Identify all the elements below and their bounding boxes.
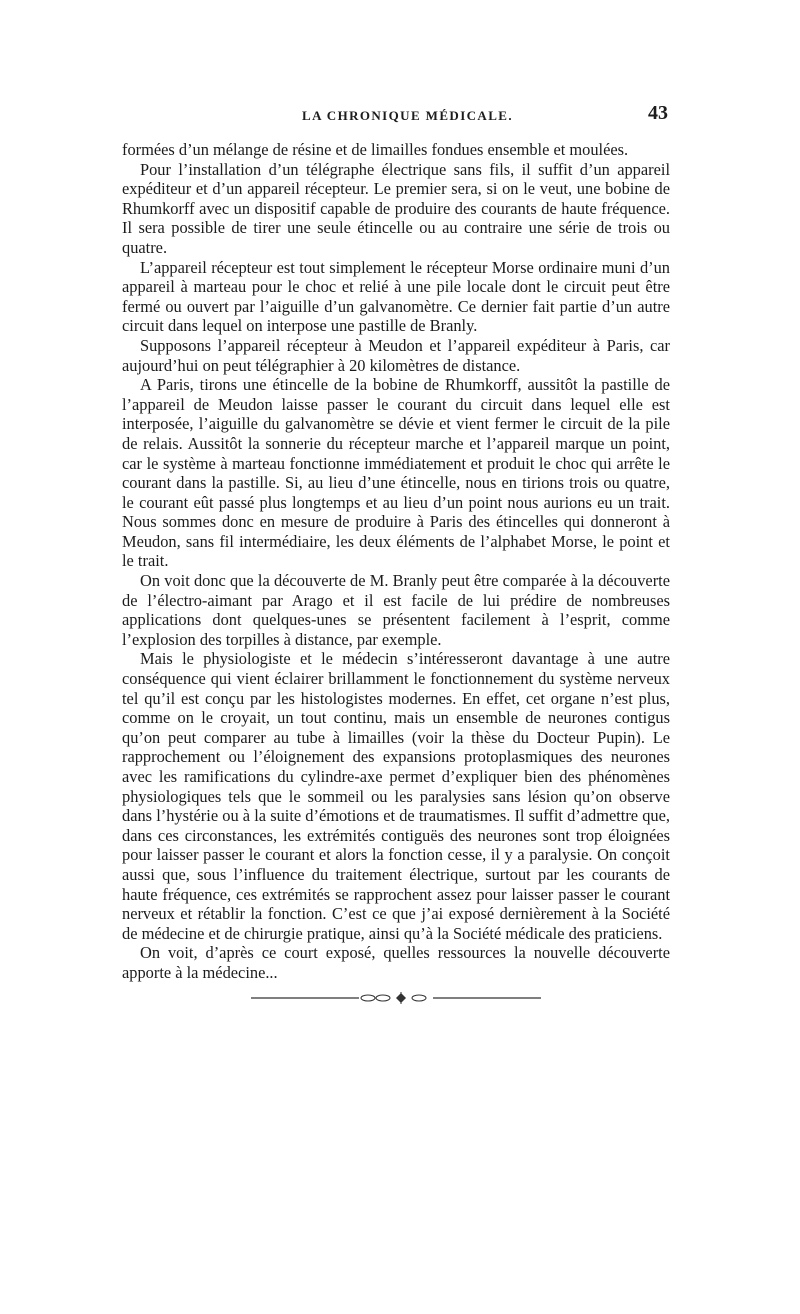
article-body — [122, 140, 670, 983]
page-number: 43 — [648, 102, 668, 124]
document-page — [122, 100, 670, 1005]
running-title: LA CHRONIQUE MÉDICALE. — [302, 108, 514, 123]
paragraph: L’appareil récepteur est tout simplement le récepteur Morse ordinaire muni d’un appareil à marteau pour le choc et relié à une pile locale dont le circuit peut être fermé ou ouvert par l’aiguille d’un galvanomètre. Ce dernier fait partie d’un autre circuit dans lequel on interpose une pastille de Branly. — [122, 257, 670, 336]
paragraph: A Paris, tirons une étincelle de la bobine de Rhumkorff, aussitôt la pastille de l’appareil de Meudon laisse passer le courant du circuit dans lequel elle est interposée, l’aiguille du galvanomètre se dévie et vient fermer le circuit de la pile de relais. Aussitôt la sonnerie du récepteur marche et l’appareil marque un point, car le système à marteau fonctionne immédiatement et produit le choc qui arrête le courant dans la pastille. Si, au lieu d’une étincelle, nous en tirions trois ou quatre, le courant eût passé plus longtemps et au lieu d’un point nous aurions eu un trait. Nous sommes donc en mesure de produire à Paris des étincelles qui donneront à Meudon, sans fil intermédiaire, les deux éléments de l’alphabet Morse, le point et le trait. — [122, 375, 670, 571]
running-header — [122, 100, 670, 140]
paragraph: Supposons l’appareil récepteur à Meudon et l’appareil expéditeur à Paris, car aujourd’hui on peut télégraphier à 20 kilomètres de distance. — [122, 335, 670, 375]
paragraph: Pour l’installation d’un télégraphe électrique sans fils, il suffit d’un appareil expéditeur et d’un appareil récepteur. Le premier sera, si on le veut, une bobine de Rhumkorff avec un dispositif capable de produire des courants de haute fréquence. Il sera possible de tirer une seule étincelle ou au contraire une série de trois ou quatre. — [122, 159, 670, 257]
paragraph-continued: formées d’un mélange de résine et de limailles fondues ensemble et moulées. — [122, 140, 629, 159]
section-end-ornament — [251, 991, 541, 1005]
ornament-rule-icon — [251, 991, 541, 1005]
paragraph: On voit donc que la découverte de M. Branly peut être comparée à la découverte de l’électro-aimant par Arago et il est facile de lui prédire de nombreuses applications dont quelques-unes se présentent facilement à l’esprit, comme l’explosion des torpilles à distance, par exemple. — [122, 571, 670, 649]
paragraph: Mais le physiologiste et le médecin s’intéresseront davantage à une autre conséquence qui vient éclairer brillamment le fonctionnement du système nerveux tel qu’il est conçu par les histologistes modernes. En effet, cet organe n’est plus, comme on le croyait, un tout continu, mais un ensemble de neurones contigus qu’on peut comparer au tube à limailles (voir la thèse du Docteur Pupin). Le rapprochement ou l’éloignement des expansions protoplasmiques des neurones avec les ramifications du cylindre-axe permet d’expliquer bien des phénomènes physiologiques tels que le sommeil ou les paralysies sans lésion qu’on observe dans l’hystérie ou à la suite d’émotions et de traumatismes. Il suffit d’admettre que, dans ces circonstances, les extrémités contiguës des neurones sont trop éloignées pour laisser passer le courant et alors la fonction cesse, il y a paralysie. On conçoit aussi que, sous l’influence du traitement électrique, surtout par les courants de haute fréquence, ces extrémités se rapprochent assez pour laisser passer le courant nerveux et rétablir la fonction. C’est ce que j’ai exposé dernièrement à la Société de médecine et de chirurgie pratique, ainsi qu’à la Société médicale des praticiens. — [122, 649, 670, 943]
paragraph: On voit, d’après ce court exposé, quelles ressources la nouvelle découverte apporte à la médecine... — [122, 943, 670, 982]
